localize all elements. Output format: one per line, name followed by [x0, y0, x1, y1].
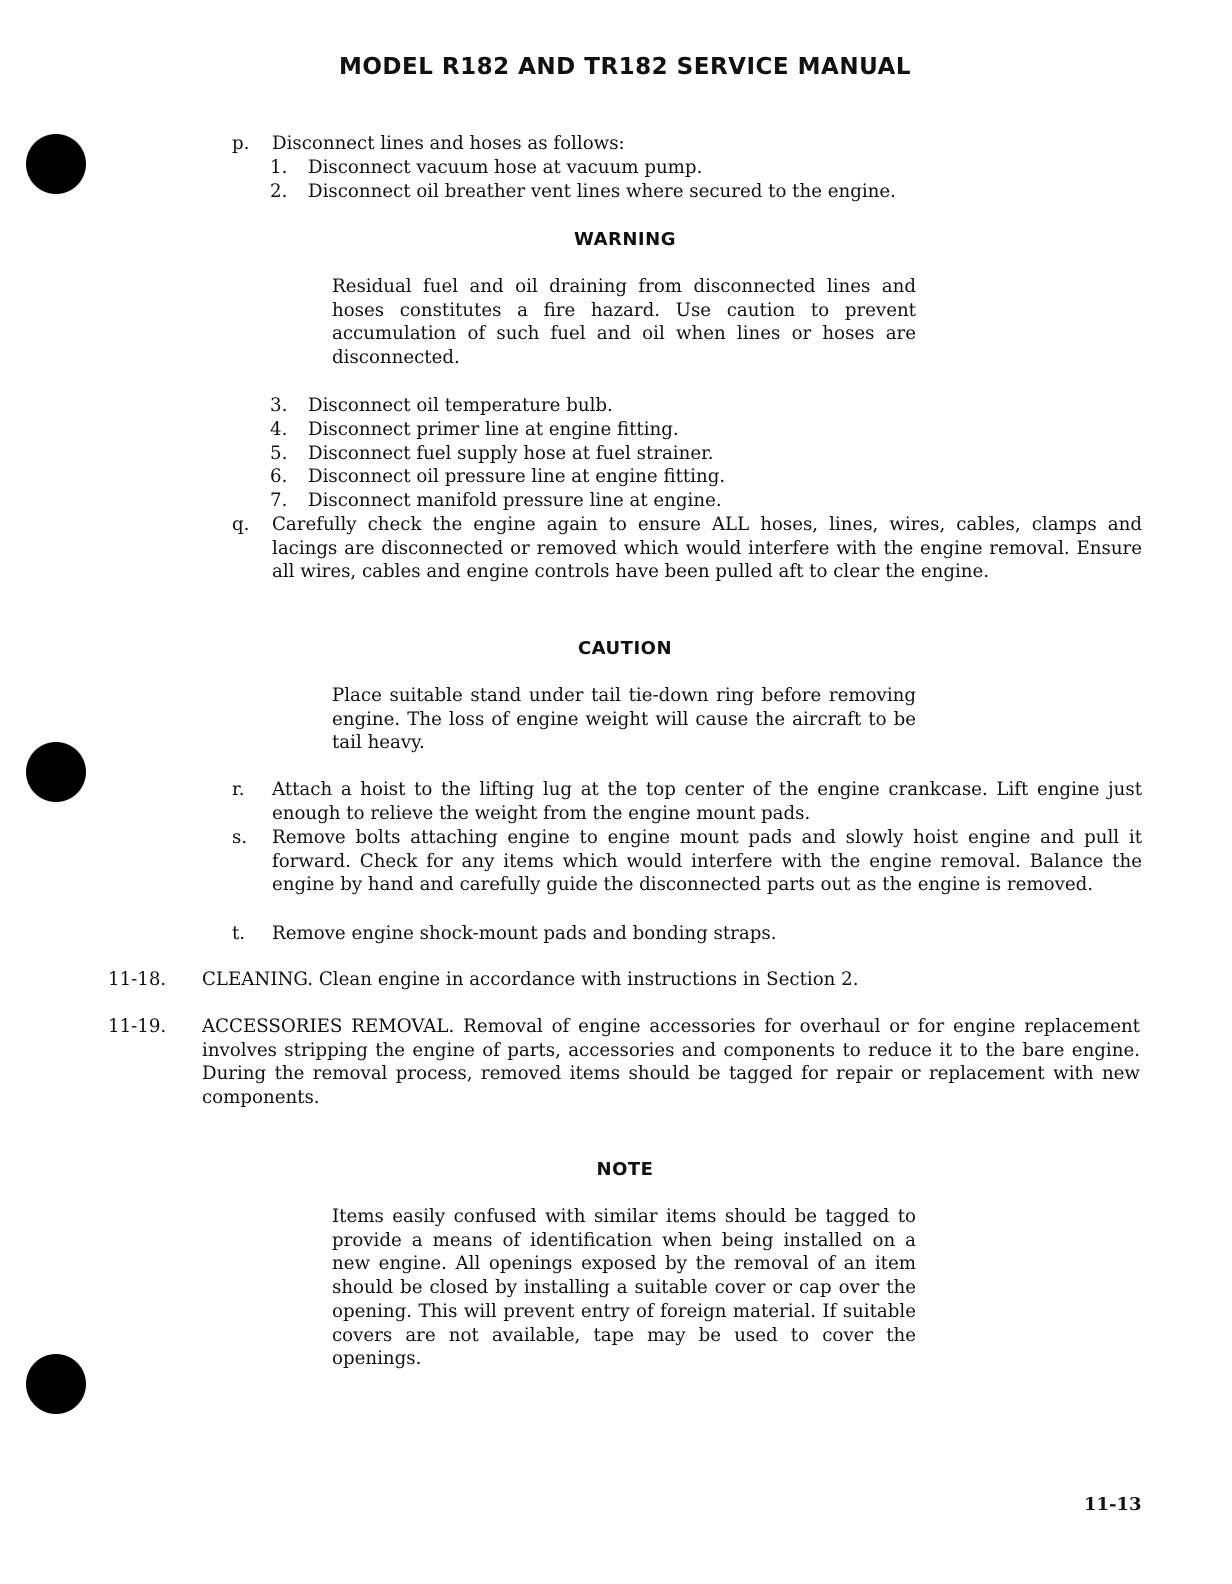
substep-text: Disconnect manifold pressure line at engine.	[308, 490, 722, 511]
step-t	[232, 922, 1142, 946]
step-label: q.	[232, 514, 250, 535]
substep-2	[270, 180, 1130, 204]
substep-label: 6.	[270, 466, 288, 487]
paragraph-text: CLEANING. Clean engine in accordance with instructions in Section 2.	[202, 969, 859, 990]
warning-body: Residual fuel and oil draining from disconnected lines and hoses constitutes a fire hazard. Use caution to prevent accumulation of such fuel and oil when lines or hoses are disconnected.	[332, 276, 916, 369]
step-r	[232, 778, 1142, 825]
paragraph-11-19	[108, 1015, 1140, 1110]
step-text: Remove bolts attaching engine to engine mount pads and slowly hoist engine and pull it forward. Check for any items which would interfere with the engine removal. Balance the engine by hand and carefully guide the disconnected parts out as the engine is removed.	[272, 827, 1142, 896]
substep-label: 5.	[270, 443, 288, 464]
substep-label: 3.	[270, 395, 288, 416]
substep-label: 1.	[270, 157, 288, 178]
substep-text: Disconnect primer line at engine fitting.	[308, 419, 679, 440]
paragraph-11-18	[108, 968, 1140, 992]
caution-heading: CAUTION	[577, 638, 673, 659]
step-text: Carefully check the engine again to ensure ALL hoses, lines, wires, cables, clamps and lacings are disconnected or removed which would interfere with the engine removal. Ensure all wires, cables and engine controls have been pulled aft to clear the engine.	[272, 514, 1142, 583]
substep-4	[270, 418, 1130, 442]
step-s	[232, 826, 1142, 897]
substep-3	[270, 394, 1130, 418]
substep-text: Disconnect oil breather vent lines where secured to the engine.	[308, 181, 896, 202]
step-text: Attach a hoist to the lifting lug at the top center of the engine crankcase. Lift engine just enough to relieve the weight from the engine mount pads.	[272, 779, 1142, 824]
note-heading: NOTE	[596, 1159, 654, 1180]
page-header: MODEL R182 AND TR182 SERVICE MANUAL	[338, 54, 911, 80]
substep-text: Disconnect fuel supply hose at fuel strainer.	[308, 443, 714, 464]
substep-1	[270, 156, 1130, 180]
substep-label: 7.	[270, 490, 288, 511]
warning-text	[332, 275, 916, 370]
step-label: p.	[232, 133, 250, 154]
step-label: r.	[232, 779, 245, 800]
note-body: Items easily confused with similar items should be tagged to provide a means of identification when being installed on a new engine. All openings exposed by the removal of an item should be closed by installing a suitable cover or cap over the opening. This will prevent entry of foreign material. If suitable covers are not available, tape may be used to cover the openings.	[332, 1206, 916, 1370]
paragraph-number: 11-19.	[108, 1016, 167, 1037]
substep-6	[270, 465, 1130, 489]
substep-7	[270, 489, 1130, 513]
substep-text: Disconnect oil pressure line at engine fitting.	[308, 466, 726, 487]
warning-heading: WARNING	[574, 229, 676, 250]
substep-text: Disconnect oil temperature bulb.	[308, 395, 613, 416]
page-number: 11-13	[1084, 1494, 1142, 1515]
step-text: Disconnect lines and hoses as follows:	[272, 133, 625, 154]
step-text: Remove engine shock-mount pads and bonding straps.	[272, 923, 777, 944]
step-q	[232, 513, 1142, 584]
caution-text	[332, 684, 916, 755]
binder-hole-bottom	[26, 1354, 86, 1414]
step-p	[232, 132, 1142, 156]
substep-label: 4.	[270, 419, 288, 440]
binder-hole-top	[26, 134, 86, 194]
note-text	[332, 1205, 916, 1371]
substep-text: Disconnect vacuum hose at vacuum pump.	[308, 157, 703, 178]
step-label: s.	[232, 827, 248, 848]
caution-body: Place suitable stand under tail tie-down ring before removing engine. The loss of engine weight will cause the aircraft to be tail heavy.	[332, 685, 916, 754]
paragraph-number: 11-18.	[108, 969, 167, 990]
substep-5	[270, 442, 1130, 466]
binder-hole-middle	[26, 742, 86, 802]
substep-label: 2.	[270, 181, 288, 202]
step-label: t.	[232, 923, 246, 944]
paragraph-text: ACCESSORIES REMOVAL. Removal of engine accessories for overhaul or for engine replacement involves stripping the engine of parts, accessories and components to reduce it to the bare engine. During the removal process, removed items should be tagged for repair or replacement with new components.	[202, 1016, 1140, 1109]
